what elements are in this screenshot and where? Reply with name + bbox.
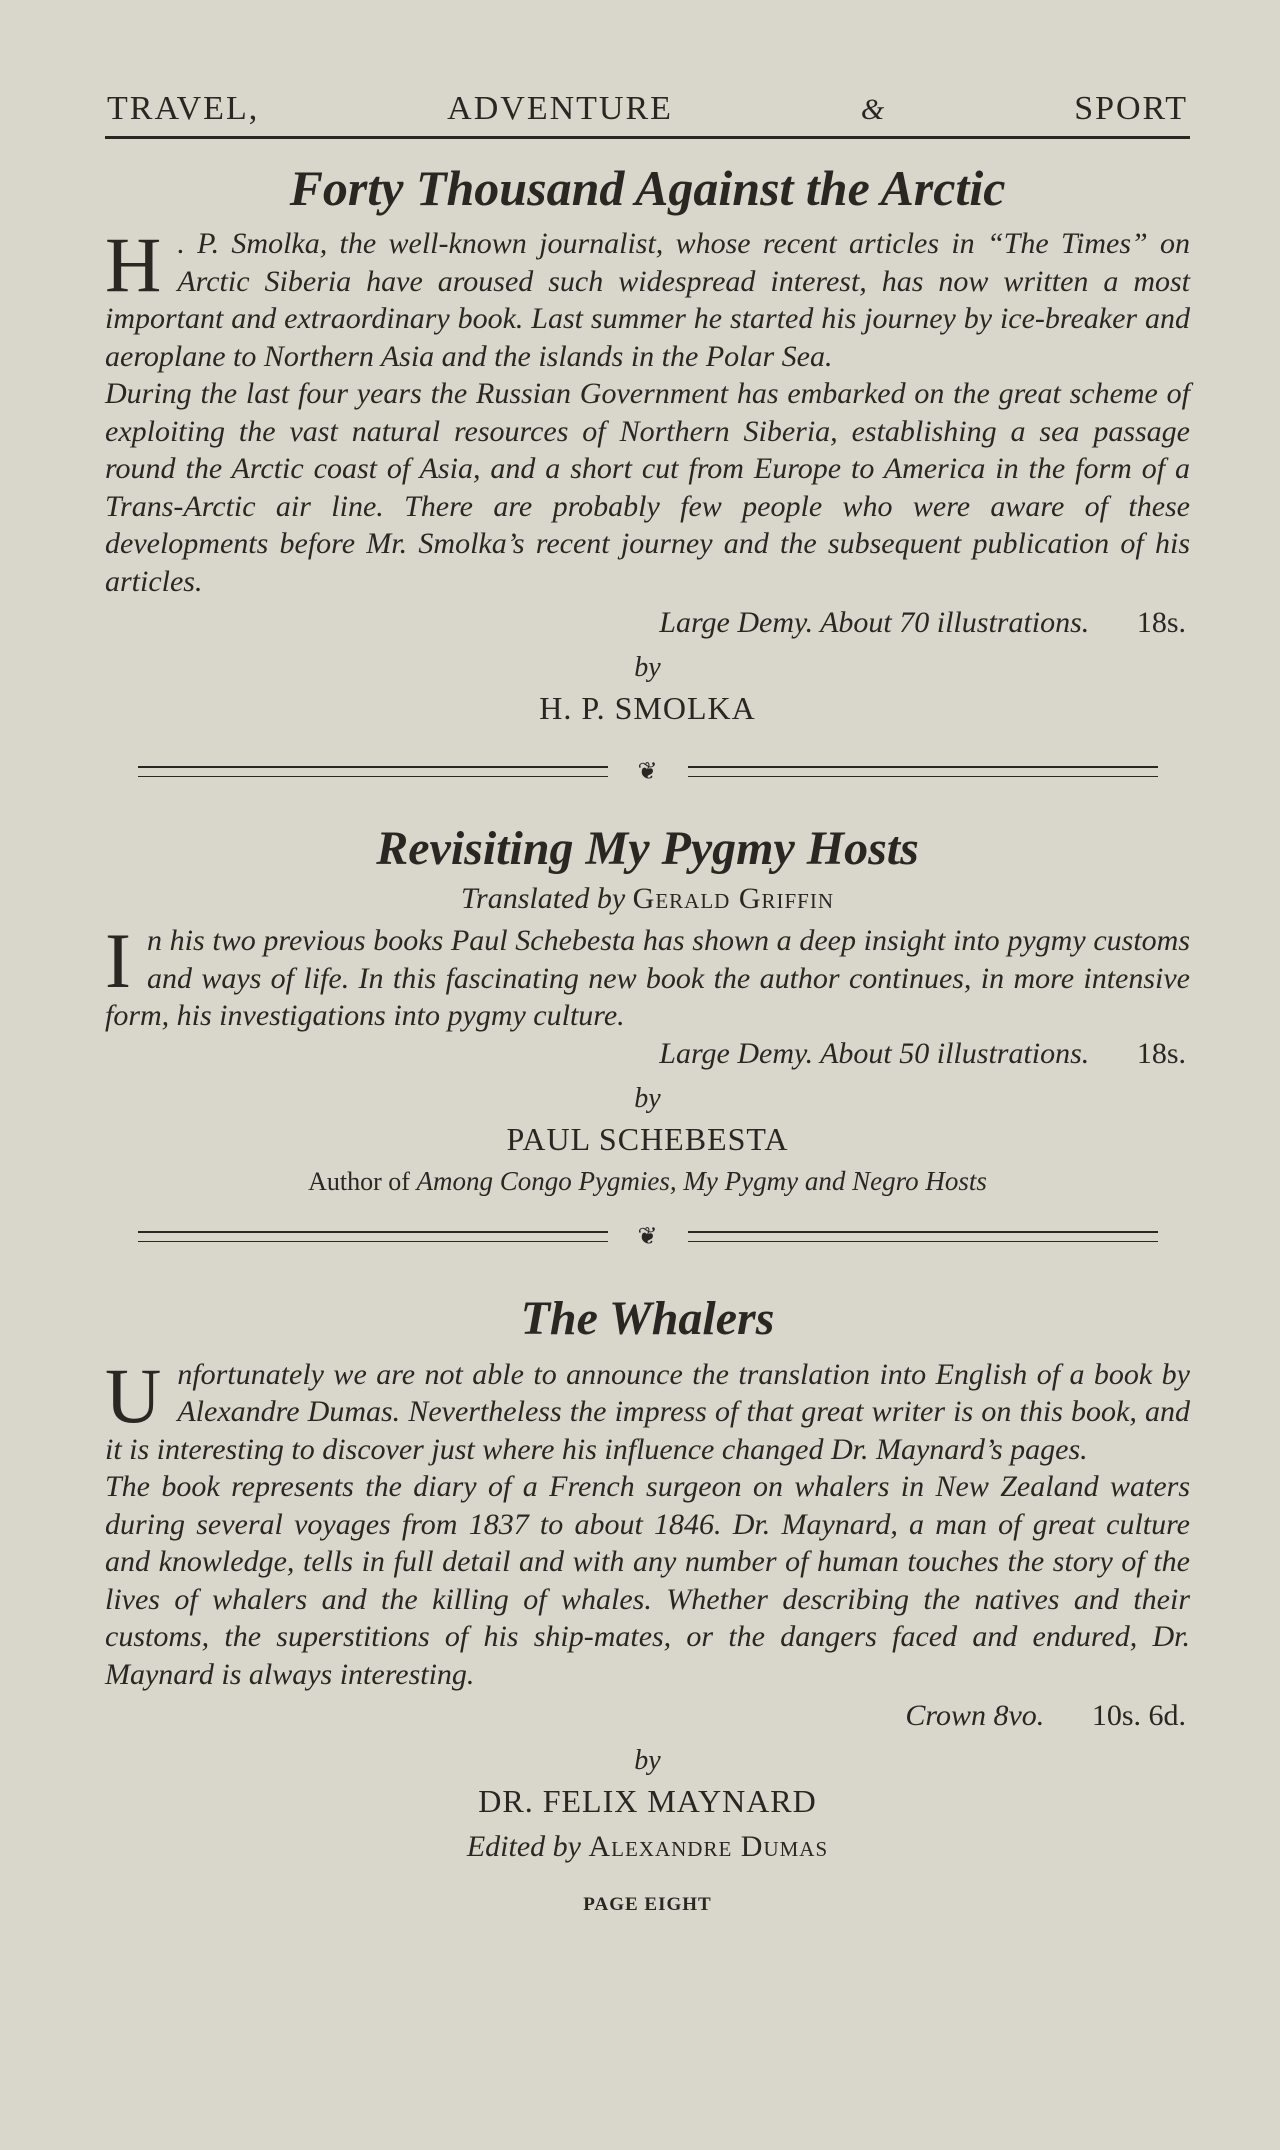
book-author: H. P. SMOLKA [539, 690, 756, 726]
book-price: 18s. [1136, 1036, 1186, 1070]
author-other-works [105, 1166, 1190, 1197]
edited-by-label: Edited by [466, 1830, 581, 1863]
by-label: by [634, 1082, 661, 1114]
translated-by-label: Translated by [460, 882, 626, 915]
section-divider [105, 1223, 1190, 1251]
book-price: 18s. [1136, 606, 1186, 639]
translator-name: Gerald Griffin [632, 882, 835, 915]
drop-cap: H [105, 221, 162, 308]
fleuron-icon: ❦ [637, 758, 658, 785]
divider-rule [138, 766, 608, 777]
author-of-label: Author of [308, 1166, 410, 1196]
divider-rule [688, 766, 1158, 777]
section-divider [105, 757, 1190, 785]
book-price: 10s. 6d. [1091, 1699, 1186, 1732]
book-description: n his two previous books Paul Schebesta has shown a deep insight into pygmy customs and ways of life. In this fascinating new book the author continues, in more intensive form, his investigations into pygmy culture. [105, 924, 1190, 1032]
running-head-sport: SPORT [1074, 90, 1188, 127]
editor-credit [105, 1830, 1190, 1864]
by-label: by [634, 1745, 661, 1776]
book-author: DR. FELIX MAYNARD [478, 1783, 817, 1819]
book-entry-whalers [105, 1291, 1190, 1865]
format-text: Large Demy. About 70 illustrations. [659, 606, 1090, 639]
editor-name: Alexandre Dumas [588, 1830, 829, 1863]
format-text: Large Demy. About 50 illustrations. [659, 1036, 1090, 1070]
catalogue-page [105, 90, 1190, 1916]
book-format [105, 604, 1190, 642]
format-text: Crown 8vo. [905, 1699, 1045, 1732]
book-description: . P. Smolka, the well-known journalist, whose recent articles in “The Times” on Arctic Siberia have aroused such widespread interest, has now written a most important and extraordinary book. Last summer he started his journey by ice-breaker and aeroplane to Northern Asia and the islands in the Polar Sea. [105, 227, 1190, 373]
book-description-continued: During the last four years the Russian Government has embarked on the great scheme of exploiting the vast natural resources of Northern Siberia, establishing a sea passage round the Arctic coast of Asia, and a short cut from Europe to America in the form of a Trans-Arctic air line. There are probably few people who were aware of these developments before Mr. Smolka’s recent journey and the subsequent publication of his articles. [105, 377, 1190, 598]
book-title: The Whalers [520, 1291, 775, 1345]
book-description: nfortunately we are not able to announce the translation into English of a book by Alexandre Dumas. Nevertheless the impress of that great writer is on this book, and it is interesting to discover just where his influence changed Dr. Maynard’s pages. [105, 1357, 1190, 1466]
running-head-travel: TRAVEL, [107, 90, 260, 127]
book-format [105, 1035, 1190, 1073]
book-title: Revisiting My Pygmy Hosts [376, 822, 919, 875]
drop-cap: U [105, 1351, 162, 1439]
fleuron-icon: ❦ [637, 1224, 658, 1250]
book-entry-arctic [105, 159, 1190, 727]
book-author: PAUL SCHEBESTA [506, 1120, 789, 1157]
book-entry-pygmy [105, 821, 1190, 1197]
translator-credit [105, 882, 1190, 916]
divider-rule [138, 1231, 608, 1242]
author-other-titles: Among Congo Pygmies, My Pygmy and Negro Hosts [416, 1165, 987, 1196]
book-description-continued: The book represents the diary of a French surgeon on whalers in New Zealand waters during several voyages from 1837 to about 1846. Dr. Maynard, a man of great culture and knowledge, tells in full detail and with any number of human touches the story of the lives of whalers and the killing of whales. Whether describing the natives and their customs, the superstitions of his ship-mates, or the dangers faced and endured, Dr. Maynard is always interesting. [105, 1470, 1190, 1691]
page-number: PAGE EIGHT [583, 1894, 712, 1915]
by-label: by [634, 652, 661, 683]
book-title: Forty Thousand Against the Arctic [289, 160, 1006, 216]
drop-cap: I [105, 917, 131, 1004]
running-head-ampersand: & [860, 93, 887, 126]
book-format [105, 1697, 1190, 1735]
divider-rule [688, 1231, 1158, 1242]
running-head-adventure: ADVENTURE [447, 90, 673, 127]
running-head [105, 90, 1190, 139]
